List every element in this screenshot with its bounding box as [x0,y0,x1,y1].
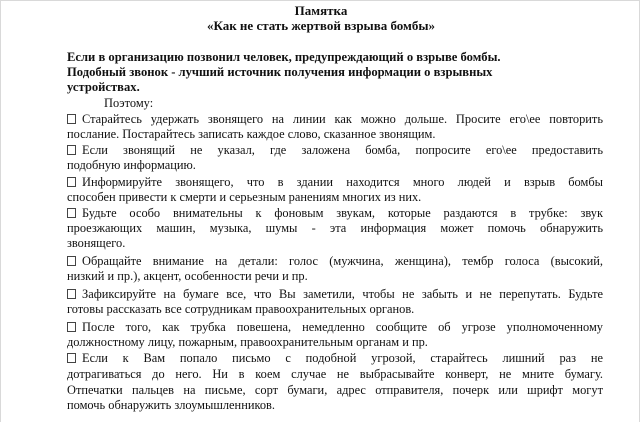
intro-line: Если в организацию позвонил человек, предупреждающий о взрыве бомбы. [67,50,501,64]
paragraph-line: послание. Постарайтесь записать каждое слово, сказанное звонящим. [67,127,436,141]
paragraph-line: проезжающих машин, музыка, шумы - эта информация может помочь обнаружить [67,221,603,235]
paragraph-line: способен привести к смерти и серьезным ранениям многих из них. [67,190,422,204]
lead-text: Поэтому: [104,96,154,110]
paragraph-line: Если к Вам попало письмо с подобной угрозой, старайтесь лишний раз не [67,351,603,365]
paragraph-line: Будьте особо внимательны к фоновым звукам, которые раздаются в трубке: звук [67,206,603,220]
paragraph-line: дотрагиваться до него. Ни в коем случае не выбрасывайте конверт, не мните бумагу. [67,367,603,381]
paragraph-line: Старайтесь удержать звонящего на линии как можно дольше. Просите его\ее повторить [67,112,603,126]
paragraph-line: После того, как трубка повешена, немедленно сообщите об угрозе уполномоченному [67,320,603,334]
square-bullet-icon [67,322,76,332]
paragraph-line: звонящего. [67,236,126,250]
square-bullet-icon [67,145,76,155]
paragraph-line: Если звонящий не указал, где заложена бомба, попросите его\ее предоставить [67,143,603,157]
document-subtitle: «Как не стать жертвой взрыва бомбы» [206,18,436,33]
document-title: Памятка [294,3,348,18]
square-bullet-icon [67,177,76,187]
intro-line: устройствах. [67,80,140,94]
intro-line: Подобный звонок - лучший источник получения информации о взрывных [67,65,493,79]
paragraph-line: Зафиксируйте на бумаге все, что Вы заметили, чтобы не забыть и не перепутать. Будьте [67,287,603,301]
paragraph-line: должностному лицу, пожарным, правоохранительным органам и пр. [67,335,428,349]
square-bullet-icon [67,114,76,124]
paragraph-line: Отпечатки пальцев на письме, сорт бумаги, адрес отправителя, почерк или шрифт могут [67,383,603,397]
paragraph-line: готовы рассказать все сотрудникам правоохранительных органов. [67,302,415,316]
square-bullet-icon [67,289,76,299]
square-bullet-icon [67,353,76,363]
paragraph-line: помочь обнаружить злоумышленников. [67,398,275,412]
square-bullet-icon [67,208,76,218]
paragraph-line: подобную информацию. [67,158,196,172]
paragraph-line: низкий и пр.), акцент, особенности речи и пр. [67,269,308,283]
paragraph-line: Обращайте внимание на детали: голос (мужчина, женщина), тембр голоса (высокий, [67,254,603,268]
paragraph-line: Информируйте звонящего, что в здании находится много людей и взрыв бомбы [67,175,603,189]
square-bullet-icon [67,256,76,266]
